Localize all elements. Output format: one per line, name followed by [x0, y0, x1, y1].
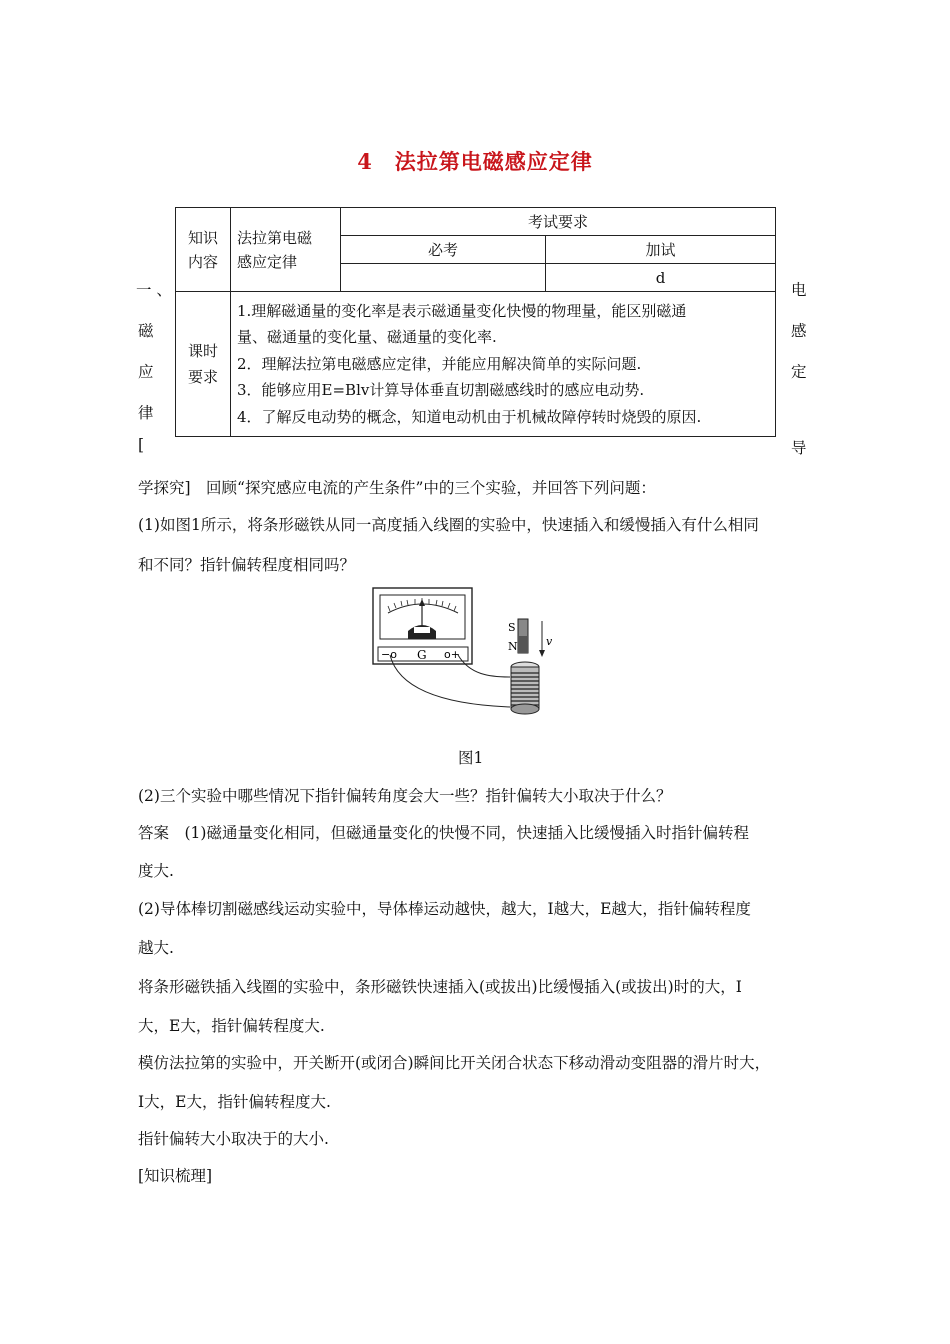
body-line: I大，E大，指针偏转程度大.	[138, 1093, 331, 1111]
coil-bottom	[511, 704, 539, 714]
exam-header: 考试要求	[341, 208, 776, 236]
side-char-left-2: 磁	[138, 322, 154, 340]
plus-terminal: o+	[444, 648, 460, 661]
magnet-s-label: S	[508, 621, 516, 634]
side-char-right-4: 导	[791, 439, 807, 457]
class-item: 2．理解法拉第电磁感应定律，并能应用解决简单的实际问题.	[237, 354, 642, 373]
body-line: (2)导体棒切割磁感线运动实验中，导体棒运动越快，越大，I越大，E越大，指针偏转程度	[138, 900, 751, 918]
class-label: 课时 要求	[176, 292, 231, 437]
figure-caption: 图1	[458, 749, 484, 767]
side-char-left-3: 应	[138, 363, 154, 381]
page-title: 4 法拉第电磁感应定律	[357, 149, 593, 174]
body-line: 越大.	[138, 939, 174, 957]
body-line: [知识梳理]	[138, 1167, 213, 1185]
body-line: 答案 (1)磁通量变化相同，但磁通量变化的快慢不同，快速插入比缓慢插入时指针偏转程	[138, 824, 749, 842]
class-item: 4．了解反电动势的概念，知道电动机由于机械故障停转时烧毁的原因.	[237, 407, 702, 426]
body-line: 模仿法拉第的实验中，开关断开(或闭合)瞬间比开关闭合状态下移动滑动变阻器的滑片时大，	[138, 1054, 771, 1072]
body-line: (2)三个实验中哪些情况下指针偏转角度会大一些？指针偏转大小取决于什么？	[138, 787, 672, 805]
knowledge-label: 知识 内容	[176, 208, 231, 292]
side-char-left-1: 一 、	[136, 281, 172, 299]
knowledge-value: 法拉第电磁 感应定律	[231, 208, 341, 292]
class-requirements	[231, 292, 776, 437]
side-char-left-5: [	[138, 436, 145, 454]
class-item: 3．能够应用E=Blv计算导体垂直切割磁感线时的感应电动势.	[237, 381, 645, 400]
body-line: 大，E大，指针偏转程度大.	[138, 1017, 325, 1035]
minus-terminal: −o	[381, 648, 397, 661]
added-value: d	[546, 264, 776, 292]
body-line: 和不同？指针偏转程度相同吗？	[138, 556, 356, 574]
side-char-right-1: 电	[791, 281, 807, 299]
figure-1-galvanometer-coil	[370, 585, 570, 720]
body-line: 指针偏转大小取决于的大小.	[138, 1130, 329, 1148]
required-value	[341, 264, 546, 292]
required-label: 必考	[341, 236, 546, 264]
requirements-table	[175, 207, 776, 437]
velocity-label: v	[546, 635, 553, 648]
class-item: 量、磁通量的变化量、磁通量的变化率.	[237, 328, 497, 347]
body-line: 将条形磁铁插入线圈的实验中，条形磁铁快速插入(或拔出)比缓慢插入(或拔出)时的大，I	[138, 978, 742, 996]
magnet-n-label: N	[508, 640, 518, 653]
side-char-left-4: 律	[138, 404, 154, 422]
side-char-right-2: 感	[791, 322, 807, 340]
meter-letter: G	[417, 648, 427, 662]
added-label: 加试	[546, 236, 776, 264]
body-line: (1)如图1所示，将条形磁铁从同一高度插入线圈的实验中，快速插入和缓慢插入有什么相同	[138, 516, 759, 534]
body-line: 学探究] 回顾“探究感应电流的产生条件”中的三个实验，并回答下列问题：	[138, 479, 656, 497]
side-char-right-3: 定	[791, 363, 807, 381]
class-item: 1.理解磁通量的变化率是表示磁通量变化快慢的物理量，能区别磁通	[237, 301, 687, 320]
body-line: 度大.	[138, 862, 174, 880]
